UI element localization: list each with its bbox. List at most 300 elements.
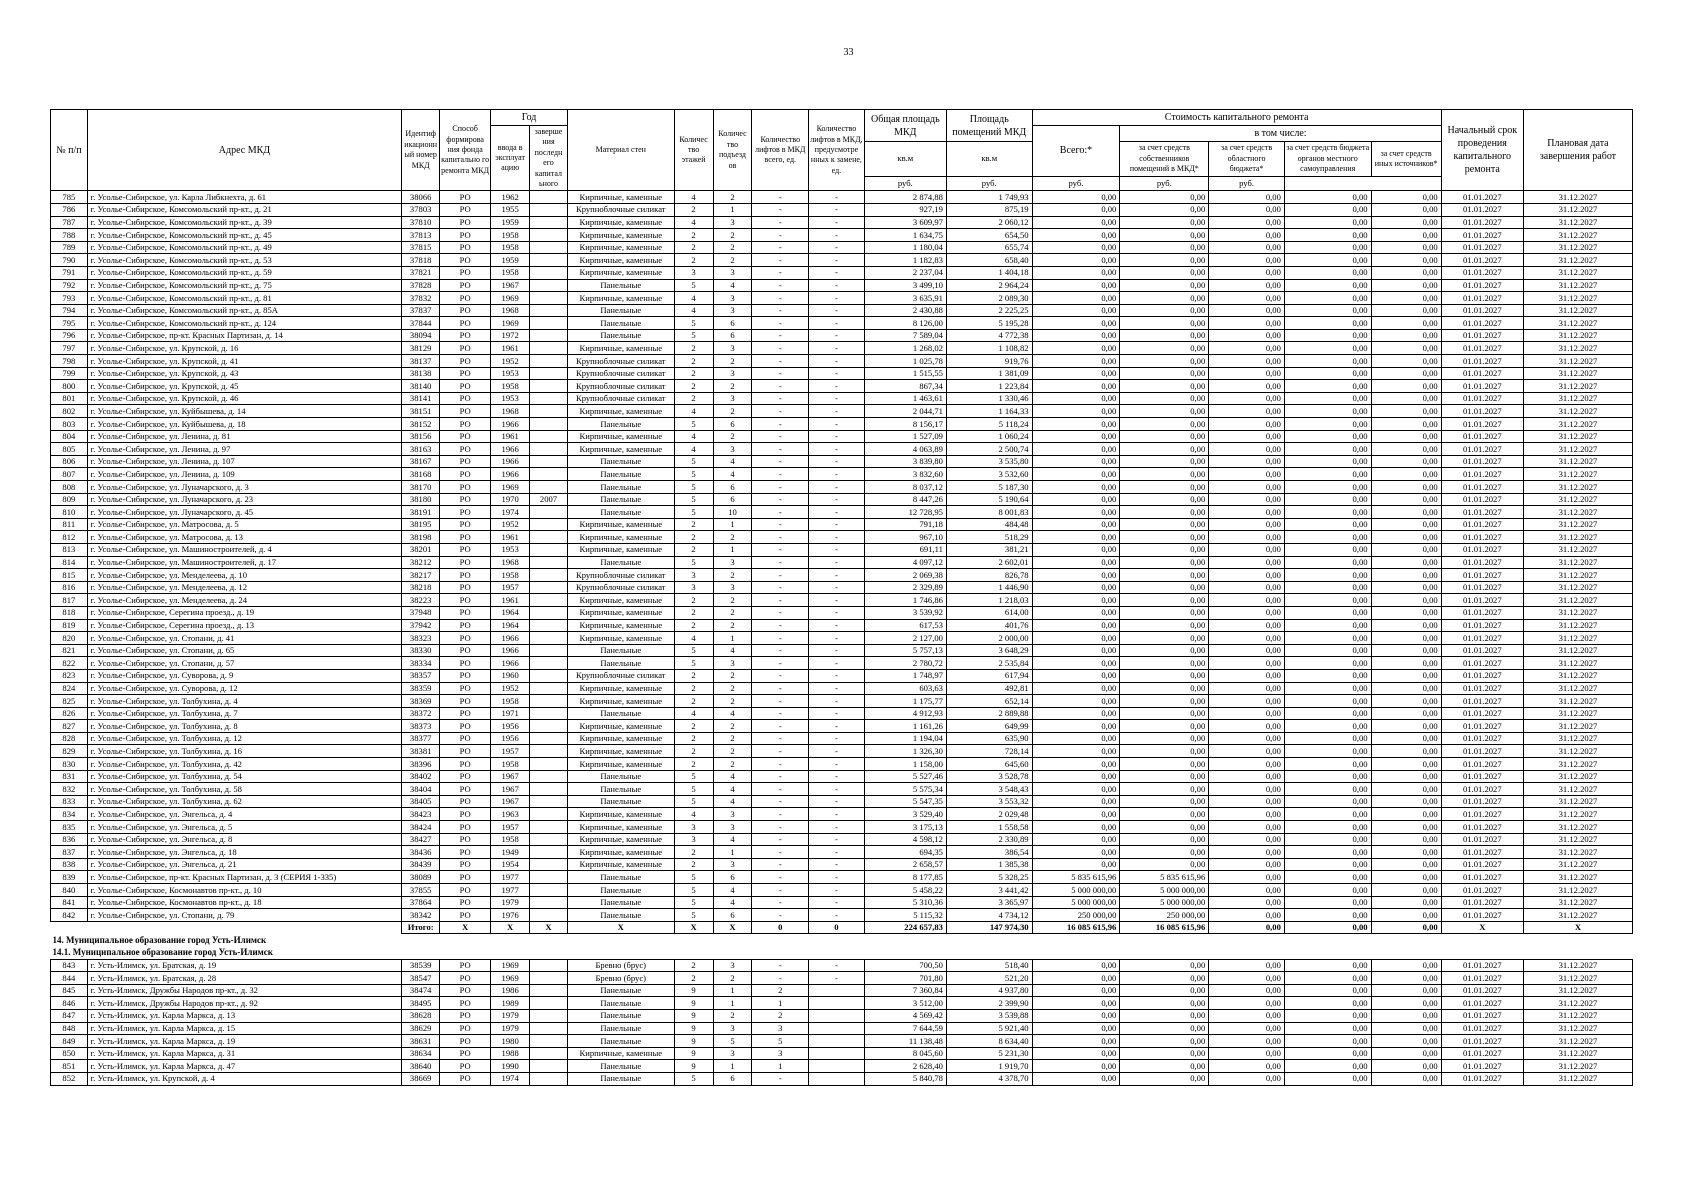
cell-16: 0,00 [1284,695,1371,708]
table-row [51,266,1633,279]
cell-7: 5 [674,279,713,292]
cell-5 [530,342,568,355]
cell-8: 4 [713,795,752,808]
header-cost-total: Всего:* [1032,126,1120,177]
cell-16: 0,00 [1284,808,1371,821]
cell-7: 4 [674,707,713,720]
cell-19: 31.12.2027 [1523,732,1632,745]
cell-1: г. Усолье-Сибирское, Космонавтов пр-кт., д. 10 [87,884,402,897]
cell-18: 01.01.2027 [1441,1047,1523,1060]
cell-9: - [752,606,809,619]
cell-19: 31.12.2027 [1523,581,1632,594]
cell-2: 38495 [402,997,440,1010]
cell-0: 797 [51,342,88,355]
cell-7: 4 [674,632,713,645]
cell-17: 0,00 [1371,632,1441,645]
table-row [51,241,1633,254]
cell-13: 0,00 [1032,279,1120,292]
cell-1: г. Усолье-Сибирское, ул. Толбухина, д. 7 [87,707,402,720]
cell-8: 4 [713,707,752,720]
cell-14: 0,00 [1120,833,1209,846]
cell-14: 0,00 [1120,732,1209,745]
cell-2: 38094 [402,329,440,342]
cell-5 [530,405,568,418]
cell-3: РО [440,770,491,783]
cell-4: 1967 [491,770,530,783]
cell-17: 0,00 [1371,430,1441,443]
cell-1: г. Усолье-Сибирское, ул. Толбухина, д. 62 [87,795,402,808]
unit-rub-5: руб. [1209,176,1285,190]
cell-11: 1 268,02 [864,342,946,355]
unit-premises-area: кв.м [946,142,1032,177]
cell-8: 3 [713,304,752,317]
cell-9: - [752,481,809,494]
cell-2: 38334 [402,657,440,670]
cell-19: 31.12.2027 [1523,392,1632,405]
cell-17: 0,00 [1371,481,1441,494]
cell-11: 8 447,26 [864,493,946,506]
cell-1: г. Усолье-Сибирское, ул. Толбухина, д. 12 [87,732,402,745]
cell-13: 0,00 [1032,972,1120,985]
cell-2: 38629 [402,1022,440,1035]
cell-5 [530,468,568,481]
cell-14: 0,00 [1120,430,1209,443]
cell-7: 2 [674,229,713,242]
cell-16: 0,00 [1284,770,1371,783]
cell-13: 0,00 [1032,556,1120,569]
cell-4: 1958 [491,229,530,242]
cell-15: 0,00 [1209,695,1285,708]
cell-6: Кирпичные, каменные [567,695,674,708]
cell-9: 1 [752,997,809,1010]
cell-17: 0,00 [1371,229,1441,242]
cell-9: - [752,556,809,569]
cell-0: 825 [51,695,88,708]
cell-4: 1953 [491,367,530,380]
cell-15: 0,00 [1209,909,1285,922]
cell-9: - [752,191,809,204]
cell-5 [530,1022,568,1035]
cell-3: РО [440,896,491,909]
cell-16: 0,00 [1284,203,1371,216]
table-row [51,657,1633,670]
table-row [51,808,1633,821]
cell-0: 818 [51,606,88,619]
cell-12: 875,19 [946,203,1032,216]
total-cell-8: X [713,921,752,934]
table-row [51,833,1633,846]
cell-2: 37813 [402,229,440,242]
cell-7: 4 [674,443,713,456]
cell-0: 812 [51,531,88,544]
cell-7: 3 [674,569,713,582]
cell-6: Кирпичные, каменные [567,443,674,456]
cell-4: 1961 [491,430,530,443]
cell-0: 835 [51,821,88,834]
cell-7: 5 [674,455,713,468]
cell-1: г. Усолье-Сибирское, Комсомольский пр-кт., д. 39 [87,216,402,229]
cell-6: Кирпичные, каменные [567,858,674,871]
cell-15: 0,00 [1209,355,1285,368]
cell-18: 01.01.2027 [1441,896,1523,909]
cell-8: 2 [713,619,752,632]
cell-17: 0,00 [1371,1022,1441,1035]
cell-12: 2 889,88 [946,707,1032,720]
table-row [51,468,1633,481]
cell-13: 0,00 [1032,795,1120,808]
cell-17: 0,00 [1371,1009,1441,1022]
cell-4: 1971 [491,707,530,720]
cell-5 [530,506,568,519]
cell-17: 0,00 [1371,846,1441,859]
cell-2: 38436 [402,846,440,859]
cell-14: 0,00 [1120,846,1209,859]
cell-4: 1979 [491,896,530,909]
cell-2: 38170 [402,481,440,494]
cell-11: 2 069,38 [864,569,946,582]
cell-4: 1952 [491,682,530,695]
cell-1: г. Усолье-Сибирское, ул. Энгельса, д. 21 [87,858,402,871]
cell-19: 31.12.2027 [1523,279,1632,292]
cell-0: 836 [51,833,88,846]
cell-13: 0,00 [1032,997,1120,1010]
table-row [51,292,1633,305]
cell-12: 728,14 [946,745,1032,758]
cell-14: 0,00 [1120,594,1209,607]
cell-19: 31.12.2027 [1523,317,1632,330]
cell-14: 0,00 [1120,669,1209,682]
cell-4: 1957 [491,745,530,758]
cell-6: Бревно (брус) [567,959,674,972]
cell-13: 0,00 [1032,594,1120,607]
table-row [51,229,1633,242]
cell-15: 0,00 [1209,1047,1285,1060]
table-row [51,317,1633,330]
cell-17: 0,00 [1371,695,1441,708]
cell-9: - [752,959,809,972]
cell-14: 0,00 [1120,657,1209,670]
cell-16: 0,00 [1284,455,1371,468]
cell-11: 3 175,13 [864,821,946,834]
cell-15: 0,00 [1209,1072,1285,1085]
cell-19: 31.12.2027 [1523,292,1632,305]
cell-8: 4 [713,884,752,897]
cell-16: 0,00 [1284,543,1371,556]
cell-12: 919,76 [946,355,1032,368]
cell-18: 01.01.2027 [1441,669,1523,682]
cell-11: 867,34 [864,380,946,393]
cell-1: г. Усолье-Сибирское, Комсомольский пр-кт., д. 49 [87,241,402,254]
cell-10: - [809,896,865,909]
cell-0: 796 [51,329,88,342]
table-row [51,1035,1633,1048]
cell-12: 652,14 [946,695,1032,708]
cell-13: 0,00 [1032,821,1120,834]
cell-6: Панельные [567,455,674,468]
cell-11: 3 635,91 [864,292,946,305]
cell-11: 5 115,32 [864,909,946,922]
cell-17: 0,00 [1371,997,1441,1010]
cell-5 [530,367,568,380]
table-row [51,846,1633,859]
cell-17: 0,00 [1371,871,1441,884]
total-cell-14: 16 085 615,96 [1120,921,1209,934]
cell-4: 1968 [491,304,530,317]
cell-15: 0,00 [1209,380,1285,393]
cell-18: 01.01.2027 [1441,758,1523,771]
cell-4: 1980 [491,1035,530,1048]
cell-4: 1969 [491,959,530,972]
cell-15: 0,00 [1209,481,1285,494]
cell-14: 0,00 [1120,531,1209,544]
cell-6: Панельные [567,871,674,884]
cell-2: 38191 [402,506,440,519]
cell-8: 2 [713,745,752,758]
cell-10: - [809,455,865,468]
cell-17: 0,00 [1371,329,1441,342]
cell-5 [530,254,568,267]
cell-10: - [809,481,865,494]
cell-16: 0,00 [1284,342,1371,355]
cell-10: - [809,682,865,695]
cell-12: 484,48 [946,518,1032,531]
cell-5 [530,808,568,821]
cell-17: 0,00 [1371,606,1441,619]
cell-6: Кирпичные, каменные [567,846,674,859]
table-row [51,707,1633,720]
cell-13: 0,00 [1032,481,1120,494]
cell-6: Кирпичные, каменные [567,732,674,745]
cell-1: г. Усолье-Сибирское, Комсомольский пр-кт., д. 124 [87,317,402,330]
cell-13: 0,00 [1032,720,1120,733]
cell-16: 0,00 [1284,909,1371,922]
cell-3: РО [440,392,491,405]
cell-15: 0,00 [1209,632,1285,645]
cell-13: 0,00 [1032,455,1120,468]
cell-8: 6 [713,329,752,342]
cell-3: РО [440,594,491,607]
cell-11: 7 589,04 [864,329,946,342]
cell-4: 1966 [491,443,530,456]
cell-12: 3 441,42 [946,884,1032,897]
cell-8: 4 [713,896,752,909]
cell-8: 2 [713,972,752,985]
cell-2: 38669 [402,1072,440,1085]
cell-12: 5 190,64 [946,493,1032,506]
cell-8: 1 [713,518,752,531]
cell-4: 1979 [491,1022,530,1035]
cell-14: 5 000 000,00 [1120,884,1209,897]
cell-10: - [809,581,865,594]
cell-7: 5 [674,481,713,494]
cell-19: 31.12.2027 [1523,959,1632,972]
cell-17: 0,00 [1371,619,1441,632]
cell-19: 31.12.2027 [1523,808,1632,821]
cell-3: РО [440,669,491,682]
cell-13: 0,00 [1032,783,1120,796]
cell-12: 617,94 [946,669,1032,682]
cell-19: 31.12.2027 [1523,367,1632,380]
cell-10: - [809,556,865,569]
cell-15: 0,00 [1209,531,1285,544]
cell-4: 1988 [491,1047,530,1060]
cell-5 [530,833,568,846]
cell-3: РО [440,292,491,305]
cell-6: Кирпичные, каменные [567,543,674,556]
cell-12: 5 195,28 [946,317,1032,330]
cell-7: 2 [674,959,713,972]
cell-1: г. Усолье-Сибирское, Космонавтов пр-кт., д. 18 [87,896,402,909]
cell-0: 793 [51,292,88,305]
cell-16: 0,00 [1284,984,1371,997]
cell-14: 0,00 [1120,984,1209,997]
cell-16: 0,00 [1284,758,1371,771]
cell-15: 0,00 [1209,732,1285,745]
cell-18: 01.01.2027 [1441,795,1523,808]
cell-9: - [752,783,809,796]
cell-15: 0,00 [1209,443,1285,456]
cell-14: 0,00 [1120,644,1209,657]
cell-18: 01.01.2027 [1441,606,1523,619]
cell-7: 9 [674,1060,713,1073]
cell-10: - [809,909,865,922]
header-cost-other: за счет средств иных источников* [1371,142,1441,177]
cell-5 [530,783,568,796]
unit-total-area: кв.м [864,142,946,177]
table-row [51,443,1633,456]
cell-6: Панельные [567,896,674,909]
cell-17: 0,00 [1371,909,1441,922]
cell-18: 01.01.2027 [1441,984,1523,997]
cell-19: 31.12.2027 [1523,216,1632,229]
cell-4: 1955 [491,203,530,216]
cell-1: г. Усолье-Сибирское, Комсомольский пр-кт., д. 85А [87,304,402,317]
cell-1: г. Усолье-Сибирское, ул. Стопани, д. 57 [87,657,402,670]
cell-8: 3 [713,342,752,355]
cell-5 [530,1060,568,1073]
cell-2: 38427 [402,833,440,846]
cell-4: 1952 [491,355,530,368]
cell-3: РО [440,569,491,582]
cell-7: 2 [674,858,713,871]
cell-4: 1958 [491,695,530,708]
cell-6: Кирпичные, каменные [567,229,674,242]
cell-0: 832 [51,783,88,796]
cell-7: 4 [674,191,713,204]
cell-14: 0,00 [1120,543,1209,556]
cell-15: 0,00 [1209,833,1285,846]
cell-14: 0,00 [1120,795,1209,808]
cell-6: Панельные [567,304,674,317]
cell-13: 0,00 [1032,367,1120,380]
cell-10 [809,1022,865,1035]
cell-8: 3 [713,821,752,834]
table-row [51,1060,1633,1073]
cell-5 [530,279,568,292]
cell-3: РО [440,997,491,1010]
cell-5 [530,707,568,720]
cell-16: 0,00 [1284,821,1371,834]
cell-8: 2 [713,1009,752,1022]
cell-10: - [809,191,865,204]
cell-6: Панельные [567,795,674,808]
cell-3: РО [440,909,491,922]
cell-6: Панельные [567,984,674,997]
cell-18: 01.01.2027 [1441,707,1523,720]
cell-19: 31.12.2027 [1523,632,1632,645]
cell-15: 0,00 [1209,1060,1285,1073]
cell-16: 0,00 [1284,795,1371,808]
cell-4: 1958 [491,758,530,771]
cell-0: 830 [51,758,88,771]
cell-15: 0,00 [1209,329,1285,342]
cell-19: 31.12.2027 [1523,329,1632,342]
cell-11: 3 529,40 [864,808,946,821]
cell-7: 9 [674,1022,713,1035]
cell-17: 0,00 [1371,203,1441,216]
cell-17: 0,00 [1371,493,1441,506]
cell-6: Панельные [567,1072,674,1085]
cell-3: РО [440,745,491,758]
cell-6: Панельные [567,657,674,670]
cell-9: - [752,531,809,544]
cell-2: 38223 [402,594,440,607]
cell-5 [530,216,568,229]
cell-18: 01.01.2027 [1441,367,1523,380]
cell-14: 0,00 [1120,569,1209,582]
cell-18: 01.01.2027 [1441,783,1523,796]
cell-4: 1979 [491,1009,530,1022]
cell-4: 1957 [491,581,530,594]
cell-12: 645,60 [946,758,1032,771]
cell-10: - [809,380,865,393]
cell-16: 0,00 [1284,241,1371,254]
cell-15: 0,00 [1209,720,1285,733]
cell-1: г. Усть-Илимск, ул. Крупской, д. 4 [87,1072,402,1085]
cell-13: 0,00 [1032,770,1120,783]
cell-19: 31.12.2027 [1523,606,1632,619]
cell-11: 1 326,30 [864,745,946,758]
cell-11: 3 832,60 [864,468,946,481]
cell-3: РО [440,543,491,556]
cell-17: 0,00 [1371,896,1441,909]
cell-14: 0,00 [1120,455,1209,468]
cell-14: 0,00 [1120,380,1209,393]
cell-5 [530,556,568,569]
cell-9: - [752,468,809,481]
cell-16: 0,00 [1284,581,1371,594]
cell-2: 38212 [402,556,440,569]
cell-15: 0,00 [1209,1009,1285,1022]
cell-0: 804 [51,430,88,443]
cell-5 [530,481,568,494]
cell-8: 3 [713,657,752,670]
cell-2: 38129 [402,342,440,355]
cell-13: 0,00 [1032,644,1120,657]
cell-5: 2007 [530,493,568,506]
cell-14: 0,00 [1120,481,1209,494]
cell-7: 4 [674,304,713,317]
cell-9: - [752,241,809,254]
cell-10: - [809,569,865,582]
cell-9: 3 [752,1047,809,1060]
cell-19: 31.12.2027 [1523,669,1632,682]
cell-0: 841 [51,896,88,909]
cell-16: 0,00 [1284,518,1371,531]
cell-10: - [809,531,865,544]
cell-14: 0,00 [1120,581,1209,594]
cell-10: - [809,241,865,254]
